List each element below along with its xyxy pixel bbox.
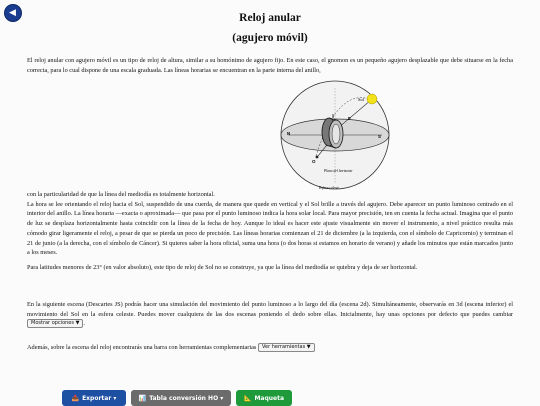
paragraph-scene: En la siguiente escena (Descartes JS) podrás hacer una simulación del movimiento del punto luminoso a lo largo del día (escena 2d). Simultáneamente, observarás en 3d (escena inferior) el movimiento del Sol en la esfera celeste. Puedes mover cualquiera de las dos escenas poniendo el dedo sobre ellas. Inicialmente, hay unas opciones por defecto que puedes cambiar Mostrar opciones ▼ . — [27, 301, 513, 328]
mockup-button[interactable] — [236, 390, 292, 406]
page-subtitle: (agujero móvil) — [232, 32, 308, 44]
label-west: O — [312, 159, 316, 164]
label-east: E — [348, 116, 352, 121]
options-select[interactable]: Mostrar opciones ▼ — [27, 319, 83, 328]
label-south: S — [378, 134, 382, 139]
download-icon: 📥 — [71, 394, 80, 402]
tools-select[interactable]: Ver herramientas ▼ — [258, 343, 315, 352]
chart-icon: 📊 — [138, 394, 147, 402]
paragraph-reading — [27, 190, 513, 258]
paragraph-how-to-read: La hora se lee orientando el reloj hacia el Sol, suspendido de una cuerda, de manera que quede en vertical y el Sol brille a través del agujero. Debe aparecer un punto luminoso centrado en el interior del anillo. La línea horaria —exacta o aproximada— que pasa por el punto luminoso indica la hora solar local. Para mayor precisión, ten en cuenta la fecha actual. Imagina que el punto de luz se desplaza horizontalmente hasta coincidir con la línea de la fecha de hoy. Aunque lo ideal es hacer este ajuste visualmente sin mover el instrumento, a nivel práctico resulta más cómodo girar ligeramente el reloj, a pesar de que se pierda un poco de precisión. Las líneas horarias comienzan el 21 de diciembre (a la izquierda, con el símbolo de Capricornio) y terminan el 21 de junio (a la derecha, con el símbolo de Cáncer). Si quieres saber la hora oficial, suma una hora (o dos horas si estamos en horario de verano) y añade los minutos que están marcados junto a los meses. — [27, 200, 513, 257]
label-sun: Sol — [358, 97, 365, 102]
label-horizon-plane: Plano del horizonte — [324, 169, 353, 173]
label-celestial-sphere: Esfera celeste — [319, 186, 340, 190]
page-title: Reloj anular — [239, 12, 301, 24]
paragraph-intro: El reloj anular con agujero móvil es un tipo de reloj de altura, similar a su homónimo de agujero fijo. En este caso, el gnomon es un pequeño agujero desplazable que debe situarse en la fecha correcta, para lo cual dispone de una escala graduada. Las líneas horarias se encuentran en la parte interna del anillo, — [27, 57, 513, 74]
paragraph-scene-text: En la siguiente escena (Descartes JS) podrás hacer una simulación del movimiento del punto luminoso a lo largo del día (escena 2d). Simultáneamente, observarás en 3d (escena inferior) el movimiento del Sol en la esfera celeste. Puedes mover cualquiera de las dos escenas poniendo el dedo sobre ellas. Inicialmente, hay unas opciones por defecto que puedes cambiar — [27, 301, 513, 318]
paragraph-noon-line: con la particularidad de que la línea del mediodía es totalmente horizontal. — [27, 191, 215, 198]
export-button-label: Exportar ▾ — [82, 394, 117, 402]
paragraph-latitude: Para latitudes menores de 23° (en valor absoluto), este tipo de reloj de Sol no se construye, ya que la línea del mediodía se quiebra y deja de ser horizontal. — [27, 264, 418, 271]
celestial-sphere-figure — [278, 78, 392, 192]
mockup-button-label: Maqueta — [254, 394, 285, 402]
paragraph-tools-text: Además, sobre la escena del reloj encontrarás una barra con herramientas complementarias — [27, 344, 257, 351]
export-button[interactable] — [62, 390, 126, 406]
conversion-table-label: Tabla conversión HO ▾ — [149, 394, 224, 402]
conversion-table-button[interactable] — [131, 390, 231, 406]
label-north: N — [287, 131, 291, 136]
sun-icon — [367, 94, 377, 104]
ruler-icon: 📐 — [243, 394, 252, 402]
arrow-left-icon: ◀ — [9, 7, 16, 18]
paragraph-tools — [27, 343, 513, 353]
